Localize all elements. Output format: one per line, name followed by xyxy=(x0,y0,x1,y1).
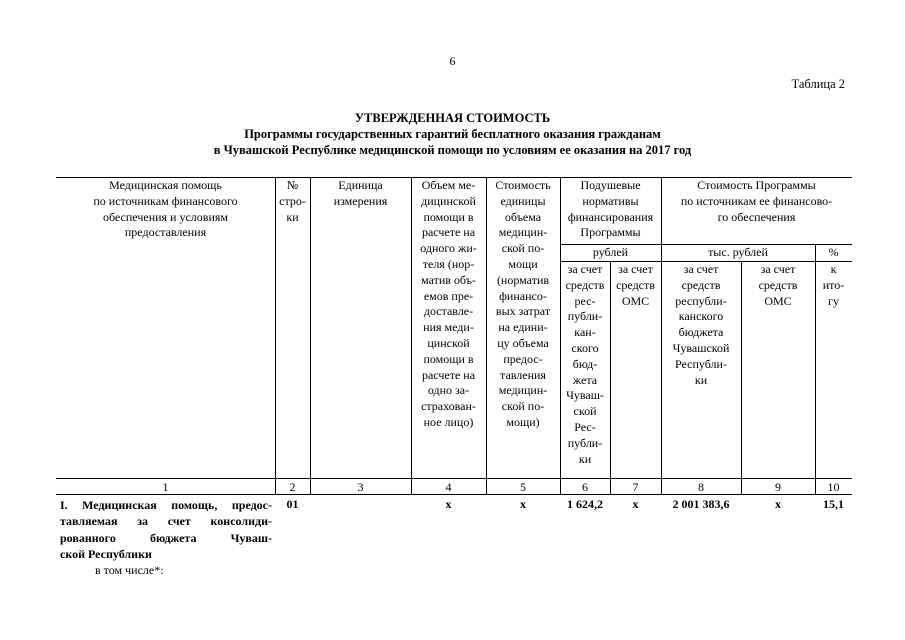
column-number: 8 xyxy=(698,480,704,494)
header-text: ОМС xyxy=(621,293,650,308)
header-text: жета xyxy=(572,372,598,387)
header-text: ки xyxy=(578,451,592,466)
header-text: медицин- xyxy=(498,225,548,240)
header-text: Подушевые xyxy=(580,178,641,192)
page-number: 6 xyxy=(449,54,456,68)
header-text: финансо- xyxy=(499,288,547,303)
document-title xyxy=(0,110,905,158)
column-number: 4 xyxy=(445,480,452,494)
column-number: 1 xyxy=(162,480,169,494)
header-text: тавления xyxy=(500,367,546,382)
header-text: Стоимость Программы xyxy=(697,178,816,192)
header-text: единицы xyxy=(500,193,546,208)
header-text: емов пре- xyxy=(423,288,474,303)
header-text: ное лицо) xyxy=(423,414,474,429)
cell-volume: х xyxy=(445,497,452,511)
header-text: измерения xyxy=(333,193,388,208)
header-text: Чуваш- xyxy=(566,388,604,403)
sub-label-including: в том числе*: xyxy=(95,563,164,577)
header-text: средств xyxy=(616,277,655,292)
row-label-line: рованного бюджета Чуваш- xyxy=(60,530,272,545)
header-text: ито- xyxy=(822,277,845,292)
header-text: ского xyxy=(571,340,599,355)
col-border-2 xyxy=(310,177,311,494)
header-per-capita-group xyxy=(560,178,661,241)
header-text: стро- xyxy=(279,193,306,208)
cell-cost-republic: 2 001 383,6 xyxy=(672,497,730,511)
cell-percent: 15,1 xyxy=(823,497,844,511)
cell-per-capita-republic: 1 624,2 xyxy=(567,497,603,511)
header-text: вых затрат xyxy=(495,304,551,319)
header-text: Медицинская помощь xyxy=(109,178,222,192)
column-number: 5 xyxy=(520,480,526,494)
column-number: 9 xyxy=(775,480,781,494)
header-cost-oms xyxy=(741,262,815,309)
header-text: Объем ме- xyxy=(421,178,476,192)
header-text: канского xyxy=(678,309,724,324)
header-text: (норматив xyxy=(496,272,550,287)
header-text: Стоимость xyxy=(495,178,551,192)
column-number: 6 xyxy=(582,480,588,494)
header-text: № xyxy=(286,178,299,192)
row-label-line: тавляемая за счет консолиди- xyxy=(60,514,272,529)
header-cost-republic xyxy=(661,262,741,388)
header-program-cost-group xyxy=(661,178,852,225)
header-text: по источникам финансового xyxy=(93,193,238,208)
header-text: ки xyxy=(286,209,299,224)
header-text: одно за- xyxy=(427,383,470,398)
row-label-consolidated-budget xyxy=(60,497,272,562)
column-number: 2 xyxy=(289,480,296,494)
header-text: обеспечения и условиям xyxy=(102,209,228,224)
header-text: на едини- xyxy=(498,320,548,335)
header-text: го обеспечения xyxy=(717,209,796,224)
header-text: мощи) xyxy=(506,414,540,429)
header-text: к xyxy=(830,262,837,276)
header-text: бюджета xyxy=(678,325,724,340)
header-text: помощи в xyxy=(423,209,474,224)
header-text: мощи xyxy=(508,256,538,271)
header-program-cost-unit: тыс. рублей xyxy=(708,245,768,259)
header-text: за счет xyxy=(618,262,653,276)
header-unit xyxy=(310,178,411,210)
header-unit-cost xyxy=(486,178,560,431)
header-text: ской xyxy=(573,404,597,419)
header-text: по источникам ее финансово- xyxy=(680,193,833,208)
column-number: 7 xyxy=(632,480,639,494)
header-text: рес- xyxy=(574,293,596,308)
column-numbers-bottom-border xyxy=(56,494,852,495)
header-text: кан- xyxy=(574,325,596,340)
header-text: средств xyxy=(565,277,605,292)
table-label: Таблица 2 xyxy=(791,77,845,91)
header-text: расчете на xyxy=(421,225,476,240)
header-text: одного жи- xyxy=(420,241,477,256)
header-text: матив объ- xyxy=(421,272,476,287)
header-text: гу xyxy=(828,293,839,308)
row-label-line: ской Республики xyxy=(60,546,152,561)
header-text: бюд- xyxy=(572,356,598,371)
header-text: ской по- xyxy=(501,399,545,414)
header-text: объема xyxy=(504,209,542,224)
cell-cost-oms: х xyxy=(775,497,781,511)
header-per-capita-oms xyxy=(610,262,661,309)
row-label-line: I. Медицинская помощь, предос- xyxy=(60,498,272,512)
cell-unit-cost: х xyxy=(520,497,526,511)
header-text: за счет xyxy=(683,262,719,276)
column-number: 10 xyxy=(827,480,840,494)
column-number: 3 xyxy=(357,480,364,494)
header-text: за счет xyxy=(567,262,603,276)
header-text: теля (нор- xyxy=(422,256,475,271)
header-percent-total xyxy=(815,262,852,309)
header-text: нормативы xyxy=(582,193,639,208)
header-text: Чувашской xyxy=(672,340,730,355)
header-text: ки xyxy=(694,372,708,387)
header-text: публи- xyxy=(567,435,603,450)
header-per-capita-republic xyxy=(560,262,610,467)
header-text: Рес- xyxy=(574,419,596,434)
header-text: ской по- xyxy=(501,241,545,256)
cell-line-number: 01 xyxy=(286,497,299,511)
header-text: цу объема xyxy=(497,335,549,350)
title-line-2: Программы государственных гарантий бесплатного оказания гражданам xyxy=(244,127,661,141)
header-text: финансирования xyxy=(567,209,654,224)
header-text: медицин- xyxy=(498,383,548,398)
header-text: Единица xyxy=(338,178,383,192)
header-volume xyxy=(411,178,486,431)
header-text: расчете на xyxy=(421,367,476,382)
header-text: за счет xyxy=(760,262,796,276)
header-text: Программы xyxy=(580,225,641,240)
title-line-1: УТВЕРЖДЕННАЯ СТОИМОСТЬ xyxy=(354,111,551,125)
header-bottom-border xyxy=(56,478,852,479)
header-text: дицинской xyxy=(421,193,476,208)
cell-per-capita-oms: х xyxy=(632,497,639,511)
title-line-3: в Чувашской Республике медицинской помощи по условиям ее оказания на 2017 год xyxy=(213,143,692,157)
header-text: ния меди- xyxy=(423,320,474,335)
header-text: публи- xyxy=(567,309,603,324)
header-text: Республи- xyxy=(675,356,727,371)
header-text: средств xyxy=(758,277,798,292)
header-text: предос- xyxy=(503,351,543,366)
header-medical-care xyxy=(56,178,275,241)
header-line-number xyxy=(275,178,310,225)
header-text: страхован- xyxy=(421,399,476,414)
header-per-capita-unit: рублей xyxy=(592,245,629,259)
header-text: цинской xyxy=(427,335,470,350)
header-text: республи- xyxy=(675,293,727,308)
header-percent-unit: % xyxy=(828,245,839,259)
header-text: предоставления xyxy=(124,225,207,240)
header-text: средств xyxy=(681,277,721,292)
header-text: помощи в xyxy=(423,351,474,366)
header-text: доставле- xyxy=(423,304,474,319)
header-text: ОМС xyxy=(764,293,792,308)
